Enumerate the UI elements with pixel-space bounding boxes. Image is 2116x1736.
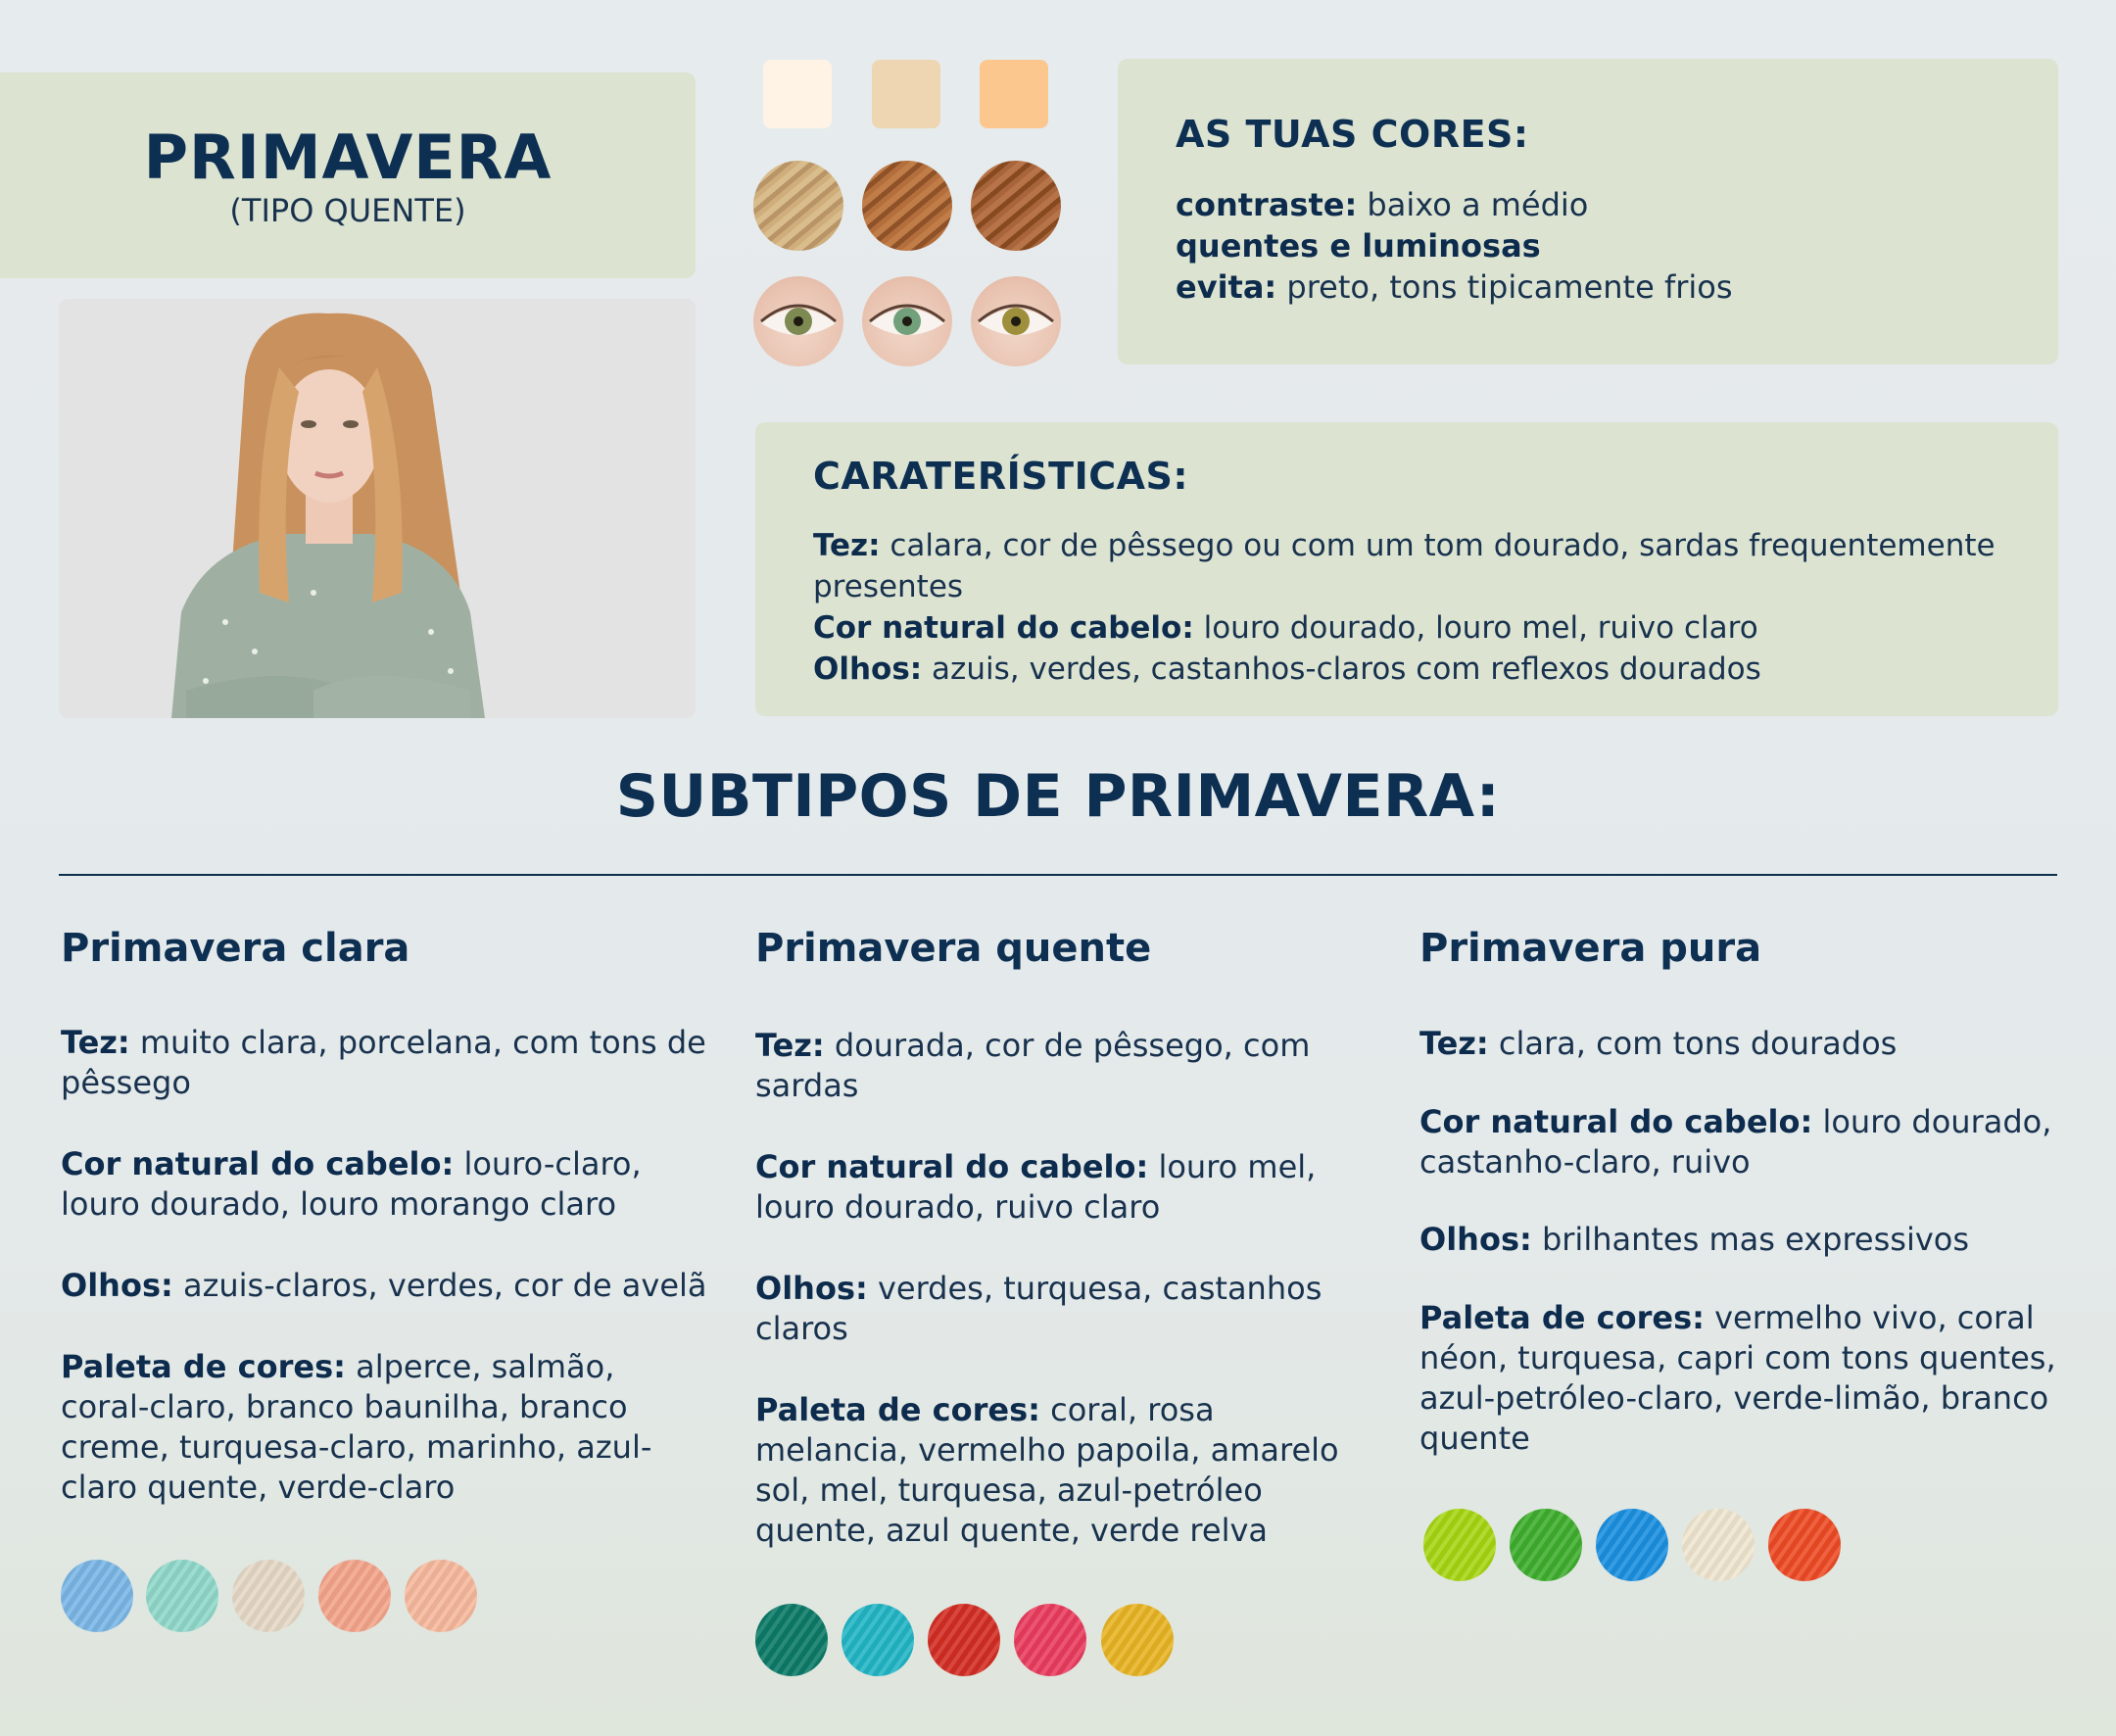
eye-color-sample: [862, 276, 952, 366]
page-title: PRIMAVERA: [143, 121, 553, 193]
color-swatch: [1014, 1604, 1086, 1676]
subtype-palette: Paleta de cores: vermelho vivo, coral néon, turquesa, capri com tons quentes, azul-petróleo-claro, verde-limão, branco quente: [1419, 1299, 2056, 1457]
eye-color-sample: [971, 276, 1061, 366]
subtype-hair: Cor natural do cabelo: louro-claro, louro dourado, louro morango claro: [61, 1145, 642, 1223]
subtype-hair: Cor natural do cabelo: louro dourado, castanho-claro, ruivo: [1419, 1103, 2052, 1181]
woman-portrait-illustration: [59, 299, 696, 718]
characteristics-heading: CARATERÍSTICAS:: [813, 455, 1189, 498]
skin-line-cont: presentes: [813, 569, 964, 604]
skin-tone-swatch: [872, 60, 940, 128]
color-swatch: [318, 1560, 391, 1632]
color-swatch: [61, 1560, 133, 1632]
eye-color-sample: [753, 276, 843, 366]
subtype-hair: Cor natural do cabelo: louro mel, louro dourado, ruivo claro: [755, 1148, 1317, 1226]
color-swatch: [146, 1560, 218, 1632]
subtype-title: Primavera quente: [755, 926, 1152, 971]
avoid-line: evita: preto, tons tipicamente frios: [1176, 268, 1733, 306]
page-subtitle: (TIPO QUENTE): [229, 192, 466, 229]
subtype-skin: Tez: dourada, cor de pêssego, com sardas: [755, 1027, 1311, 1104]
color-swatch: [755, 1604, 828, 1676]
skin-line: Tez: calara, cor de pêssego ou com um tom dourado, sardas frequentemente: [813, 528, 1996, 563]
model-photo: [59, 299, 696, 718]
hair-line: Cor natural do cabelo: louro dourado, louro mel, ruivo claro: [813, 610, 1758, 646]
color-swatch: [842, 1604, 914, 1676]
hair-color-sample: [971, 161, 1061, 251]
color-swatch: [405, 1560, 477, 1632]
subtype-eyes: Olhos: verdes, turquesa, castanhos claros: [755, 1270, 1322, 1347]
hair-color-sample: [753, 161, 843, 251]
color-swatch: [1423, 1509, 1496, 1581]
subtype-eyes: Olhos: azuis-claros, verdes, cor de avelã: [61, 1267, 707, 1304]
subtype-palette: Paleta de cores: coral, rosa melancia, vermelho papoila, amarelo sol, mel, turquesa, azul-petróleo quente, azul quente, verde relva: [755, 1391, 1339, 1549]
title-panel: [0, 72, 696, 278]
warm-line: quentes e luminosas: [1176, 227, 1541, 265]
color-swatch: [1768, 1509, 1841, 1581]
hair-color-sample: [862, 161, 952, 251]
subtype-skin: Tez: muito clara, porcelana, com tons de pêssego: [61, 1024, 706, 1101]
color-swatch: [1510, 1509, 1582, 1581]
color-swatch: [928, 1604, 1000, 1676]
subtype-title: Primavera clara: [61, 926, 410, 971]
subtype-skin: Tez: clara, com tons dourados: [1419, 1025, 1898, 1062]
eyes-line: Olhos: azuis, verdes, castanhos-claros com reflexos dourados: [813, 651, 1761, 687]
color-swatch: [1682, 1509, 1755, 1581]
characteristics-panel: [755, 422, 2058, 716]
skin-tone-swatch: [763, 60, 832, 128]
color-swatch: [1101, 1604, 1174, 1676]
color-swatch: [232, 1560, 305, 1632]
contrast-line: contraste: baixo a médio: [1176, 186, 1589, 223]
divider: [59, 874, 2057, 876]
color-swatch: [1596, 1509, 1668, 1581]
your-colors-heading: AS TUAS CORES:: [1176, 113, 1529, 156]
skin-tone-swatch: [980, 60, 1048, 128]
subtypes-heading: SUBTIPOS DE PRIMAVERA:: [615, 762, 1501, 831]
subtype-eyes: Olhos: brilhantes mas expressivos: [1419, 1221, 1970, 1258]
your-colors-panel: [1118, 59, 2058, 364]
subtype-title: Primavera pura: [1419, 926, 1762, 971]
subtype-palette: Paleta de cores: alperce, salmão, coral-claro, branco baunilha, branco creme, turquesa-claro, marinho, azul-claro quente, verde-claro: [61, 1348, 652, 1506]
